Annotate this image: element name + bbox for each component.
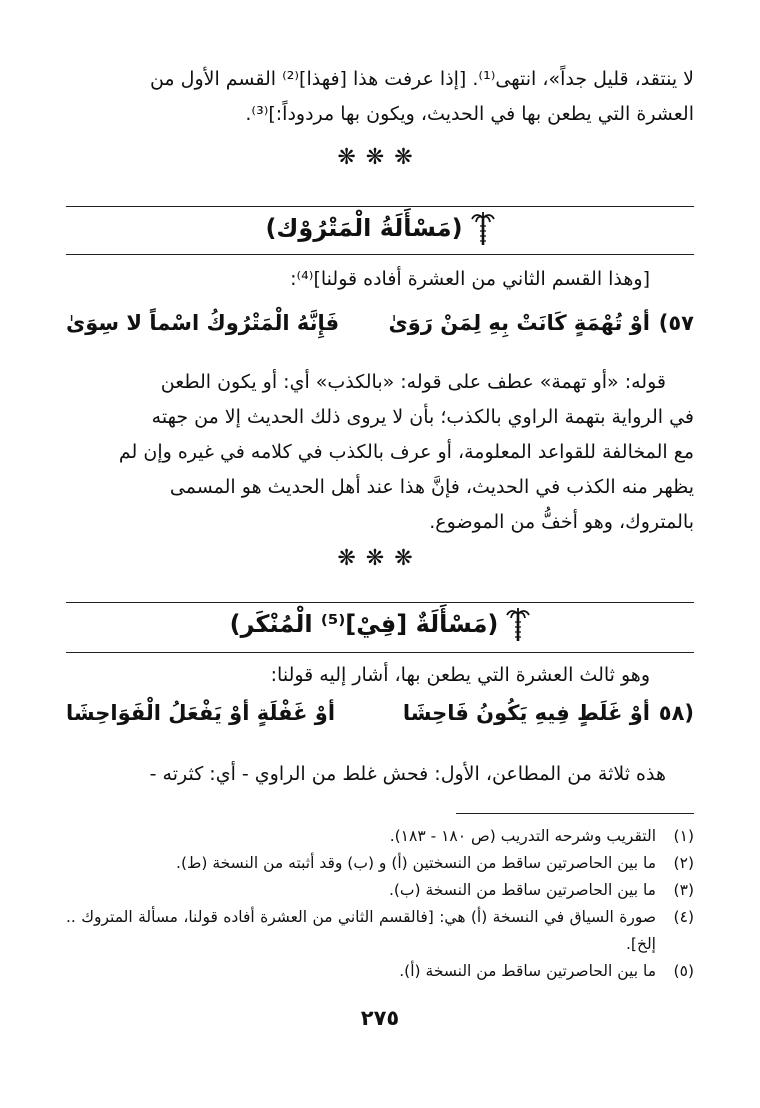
verse-hemistich-1: أوْ تُهْمَةٍ كَانَتْ بِهِ لِمَنْ رَوَىٰ bbox=[388, 311, 650, 335]
footnote-text: صورة السياق في النسخة (أ) هي: [فالقسم الثاني من العشرة أفاده قولنا، مسألة المتروك .. إلخ]. bbox=[66, 908, 656, 953]
footnote-number: (١) bbox=[673, 827, 694, 845]
heading-bottom-rule bbox=[66, 254, 694, 255]
verse-hemistich-2: فَإِنَّهُ الْمَتْرُوكُ اسْماً لا سِوَىٰ bbox=[66, 311, 340, 335]
verse-58 bbox=[66, 701, 694, 733]
footnote-text: التقريب وشرحه التدريب (ص ١٨٠ - ١٨٣). bbox=[389, 827, 656, 845]
footnote bbox=[66, 958, 694, 985]
commentary-line: مع المخالفة للقواعد المعلومة، أو عرف بالكذب في كلامه في غيره وإن لم bbox=[118, 441, 694, 463]
verse-57 bbox=[66, 311, 694, 343]
page-number: ٢٧٥ bbox=[360, 1006, 400, 1030]
palm-tree-icon bbox=[506, 608, 530, 642]
commentary-line: في الرواية بتهمة الراوي بالكذب؛ بأن لا يروى ذلك الحديث إلا من جهته bbox=[151, 406, 694, 428]
footnote bbox=[66, 877, 694, 904]
opening-paragraph bbox=[66, 62, 694, 132]
footnote bbox=[66, 850, 694, 877]
footnote-number: (٣) bbox=[673, 881, 694, 899]
footnote-number: (٢) bbox=[673, 854, 694, 872]
heading-matruk bbox=[66, 212, 694, 246]
heading-top-rule bbox=[66, 206, 694, 207]
heading-munkar-text: (مَسْأَلَةٌ [فِيْ]⁽⁵⁾ الْمُنْكَر) bbox=[229, 610, 499, 638]
heading-matruk-text: (مَسْأَلَةُ الْمَتْرُوْك) bbox=[265, 214, 463, 242]
section-separator: ❋❋❋ bbox=[337, 145, 423, 170]
palm-tree-icon bbox=[471, 212, 495, 246]
section-separator: ❋❋❋ bbox=[337, 546, 423, 571]
intro-matruk: [وهذا القسم الثاني من العشرة أفاده قولنا]⁽⁴⁾: bbox=[290, 268, 650, 290]
commentary-line: هذه ثلاثة من المطاعن، الأول: فحش غلط من الراوي - أي: كثرته - bbox=[149, 763, 666, 785]
footnote-number: (٤) bbox=[673, 908, 694, 926]
verse-number: (٥٨ bbox=[658, 701, 694, 725]
footnote-text: ما بين الحاصرتين ساقط من النسخة (ب). bbox=[388, 881, 656, 899]
footnote-text: ما بين الحاصرتين ساقط من النسخة (أ). bbox=[399, 962, 656, 980]
verse-hemistich-2: أوْ غَفْلَةٍ أوْ يَفْعَلُ الْفَوَاحِشَا bbox=[66, 701, 336, 725]
footnote-text: ما بين الحاصرتين ساقط من النسختين (أ) و (ب) وقد أثبته من النسخة (ط). bbox=[176, 854, 656, 872]
verse-number: ٥٧) bbox=[658, 311, 694, 335]
opening-line: العشرة التي يطعن بها في الحديث، ويكون بها مردوداً:]⁽³⁾. bbox=[245, 103, 694, 125]
heading-top-rule bbox=[66, 602, 694, 603]
opening-line: لا ينتقد، قليل جداً»، انتهى⁽¹⁾. [إذا عرفت هذا [فهذا]⁽²⁾ القسم الأول من bbox=[149, 68, 694, 90]
heading-bottom-rule bbox=[66, 652, 694, 653]
intro-munkar: وهو ثالث العشرة التي يطعن بها، أشار إليه قولنا: bbox=[270, 664, 650, 686]
footnote bbox=[66, 904, 694, 958]
footnote-number: (٥) bbox=[673, 962, 694, 980]
footnotes bbox=[66, 823, 694, 985]
commentary-line: قوله: «أو تهمة» عطف على قوله: «بالكذب» أي: أو يكون الطعن bbox=[160, 371, 666, 393]
commentary-matruk bbox=[66, 365, 694, 540]
heading-munkar bbox=[66, 608, 694, 642]
footnote bbox=[66, 823, 694, 850]
commentary-line: يظهر منه الكذب في الحديث، فإنَّ هذا عند أهل الحديث هو المسمى bbox=[169, 476, 694, 498]
commentary-munkar bbox=[66, 757, 694, 792]
commentary-line: بالمتروك، وهو أخفُّ من الموضوع. bbox=[429, 511, 694, 533]
footnote-rule bbox=[456, 813, 694, 814]
verse-hemistich-1: أوْ غَلَطٍ فِيهِ يَكُونُ فَاحِشَا bbox=[402, 701, 650, 725]
